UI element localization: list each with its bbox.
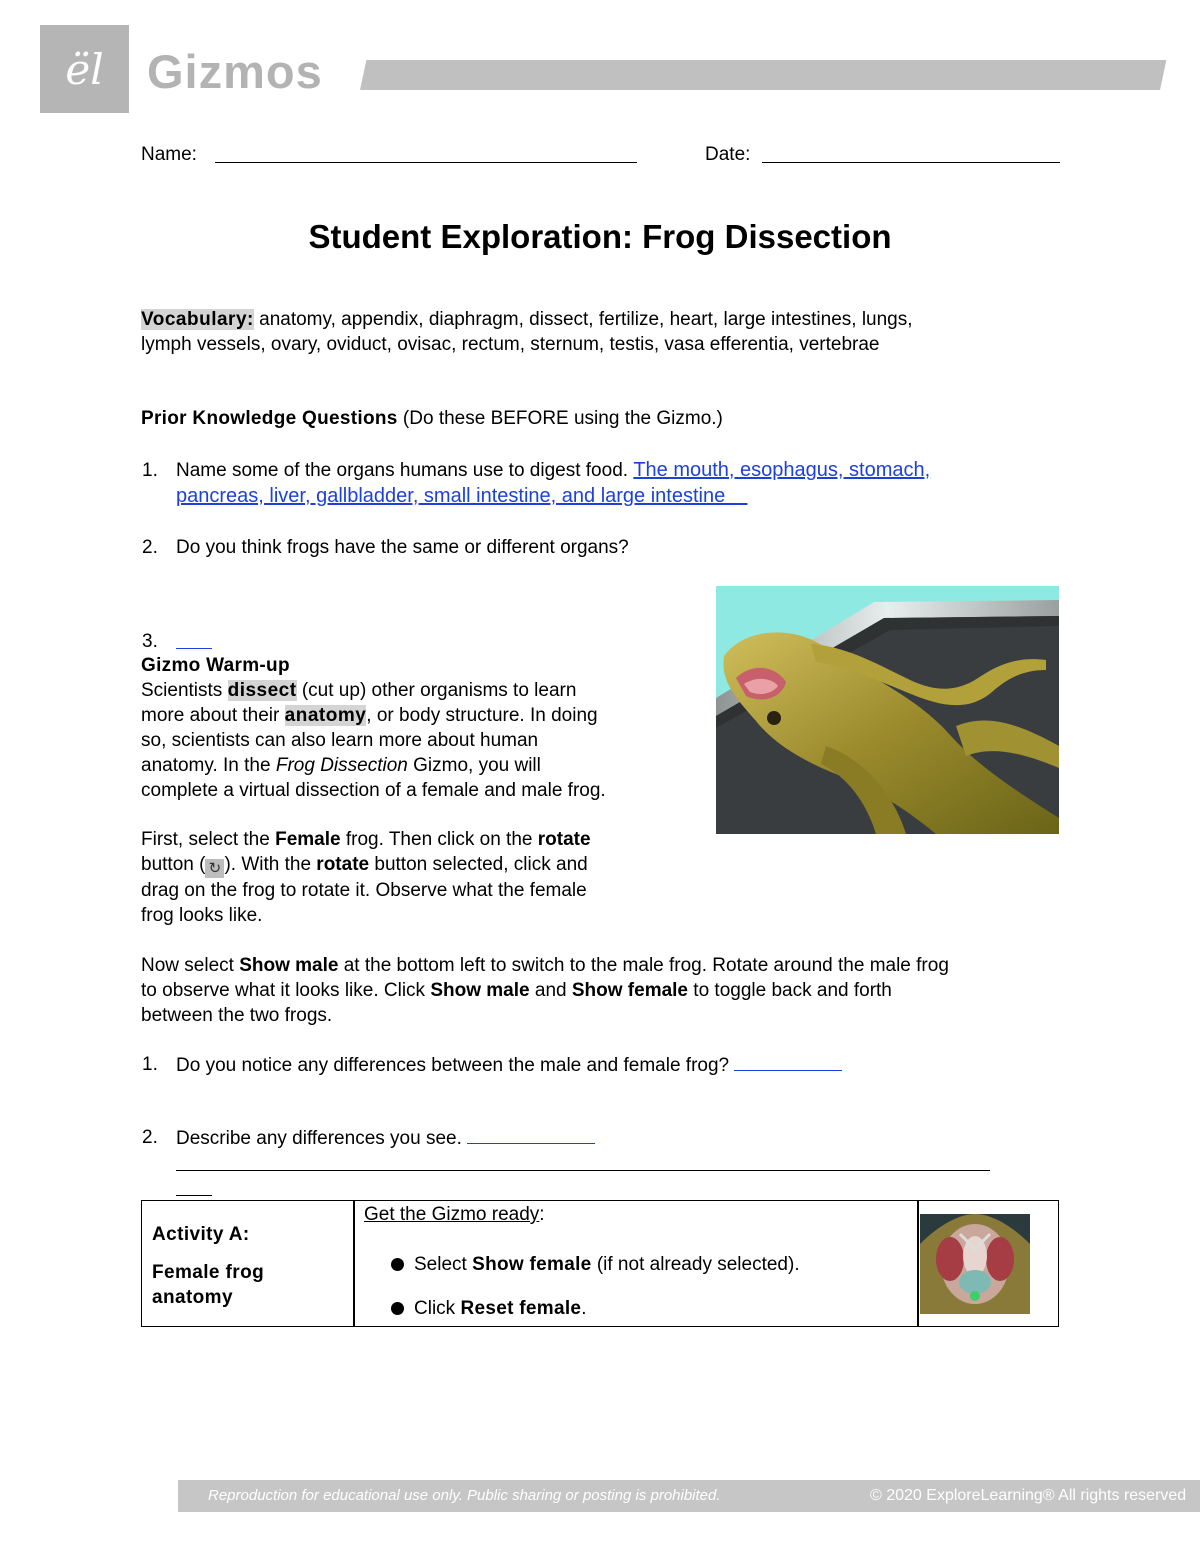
gizmo-ready-heading (364, 1202, 545, 1227)
warmup-text: Gizmo, you will (407, 755, 541, 776)
page-title: Student Exploration: Frog Dissection (308, 218, 892, 255)
warmup-text: so, scientists can also learn more about human (141, 730, 539, 751)
gizmo-ready-label: Get the Gizmo ready (364, 1204, 540, 1225)
answer-text[interactable]: The mouth, esophagus, stomach, (633, 459, 931, 481)
brand-name: Gizmos (147, 45, 323, 98)
warmup-text: to toggle back and forth (688, 980, 892, 1001)
bold-term: Show female (571, 980, 689, 1001)
activity-label (152, 1222, 264, 1310)
vocab-term-anatomy: anatomy (284, 705, 367, 726)
question-text: Do you notice any differences between the male and female frog? (176, 1055, 735, 1076)
warmup-text: button ( (141, 854, 206, 875)
frog-anatomy-thumbnail (920, 1214, 1030, 1314)
warmup-question-2 (176, 1125, 595, 1151)
table-divider (353, 1200, 355, 1327)
step-text: (if not already selected). (591, 1254, 800, 1275)
name-field[interactable] (215, 142, 637, 163)
vocab-term-dissect: dissect (227, 680, 297, 701)
warmup-text: (cut up) other organisms to learn (296, 680, 577, 701)
warmup-section (141, 653, 681, 928)
answer-text[interactable]: pancreas, liver, gallbladder, small intestine, and large intestine (176, 485, 748, 507)
warmup-text: frog. Then click on the (340, 829, 538, 850)
warmup-paragraph-3 (141, 953, 1081, 1028)
prior-question-2: Do you think frogs have the same or different organs? (176, 537, 629, 558)
frog-anatomy-illustration (920, 1214, 1030, 1314)
warmup-text: ). With the (224, 854, 317, 875)
gizmo-name: Frog Dissection (275, 755, 408, 776)
warmup-text: drag on the frog to rotate it. Observe what the female (141, 880, 587, 901)
header-stripe (360, 60, 1166, 90)
warmup-text: button selected, click and (369, 854, 588, 875)
setup-step-2 (391, 1296, 587, 1321)
prior-knowledge-title: Prior Knowledge Questions (141, 408, 398, 429)
activity-subtitle: anatomy (152, 1287, 233, 1308)
bold-term: Reset female (460, 1298, 582, 1319)
question-number: 2. (142, 1127, 158, 1148)
warmup-text: between the two frogs. (141, 1005, 333, 1026)
gizmo-ready-colon: : (539, 1204, 545, 1225)
question-text: Name some of the organs humans use to digest food. (176, 460, 634, 481)
bold-term: Female (275, 829, 341, 850)
prior-question-1 (176, 458, 930, 509)
answer-blank[interactable] (734, 1052, 842, 1071)
prior-knowledge-heading (141, 406, 723, 431)
date-label: Date: (705, 144, 751, 165)
frog-illustration (716, 586, 1059, 834)
warmup-text: to observe what it looks like. Click (141, 980, 431, 1001)
question-number: 3. (142, 631, 158, 652)
warmup-text: , or body structure. In doing (366, 705, 598, 726)
table-divider (917, 1200, 919, 1327)
prior-knowledge-note: (Do these BEFORE using the Gizmo.) (397, 408, 723, 429)
answer-line[interactable] (176, 1175, 212, 1196)
activity-subtitle: Female frog (152, 1262, 265, 1283)
answer-blank[interactable] (176, 628, 212, 649)
vocabulary-label: Vocabulary: (141, 309, 254, 330)
warmup-text: complete a virtual dissection of a female and male frog. (141, 780, 606, 801)
warmup-heading: Gizmo Warm-up (141, 655, 290, 676)
question-number: 1. (142, 1054, 158, 1075)
vocabulary-block (141, 307, 1101, 357)
step-text: Select (414, 1254, 473, 1275)
warmup-text: Scientists (141, 680, 228, 701)
warmup-text: frog looks like. (141, 905, 263, 926)
rotate-icon: ↻ (205, 859, 224, 878)
warmup-text: Now select (141, 955, 240, 976)
bold-term: Show male (430, 980, 530, 1001)
step-text: Click (414, 1298, 461, 1319)
bold-term: rotate (537, 829, 591, 850)
bold-term: Show male (239, 955, 339, 976)
warmup-question-1 (176, 1052, 842, 1078)
warmup-text: more about their (141, 705, 285, 726)
date-field[interactable] (762, 142, 1060, 163)
bullet-icon (391, 1302, 404, 1315)
warmup-text: and (529, 980, 572, 1001)
warmup-text: First, select the (141, 829, 276, 850)
footer-disclaimer: Reproduction for educational use only. Public sharing or posting is prohibited. (208, 1487, 721, 1504)
question-number: 1. (142, 460, 158, 481)
question-text: Describe any differences you see. (176, 1128, 468, 1149)
footer-copyright: © 2020 ExploreLearning® All rights reserved (870, 1487, 1187, 1504)
warmup-text: at the bottom left to switch to the male frog. Rotate around the male frog (338, 955, 949, 976)
step-text: . (581, 1298, 587, 1319)
warmup-text: anatomy. In the (141, 755, 276, 776)
bold-term: rotate (316, 854, 370, 875)
setup-step-1 (391, 1252, 800, 1277)
vocabulary-line-1: anatomy, appendix, diaphragm, dissect, fertilize, heart, large intestines, lungs, (253, 309, 913, 330)
answer-blank[interactable] (467, 1125, 595, 1144)
name-label: Name: (141, 144, 197, 165)
bold-term: Show female (472, 1254, 592, 1275)
vocabulary-line-2: lymph vessels, ovary, oviduct, ovisac, rectum, sternum, testis, vasa efferentia, vertebrae (141, 334, 880, 355)
explorelearning-logo-icon: ël (65, 44, 104, 94)
answer-line[interactable] (176, 1150, 990, 1171)
activity-title: Activity A: (152, 1224, 250, 1245)
question-number: 2. (142, 537, 158, 558)
frog-dissection-image (716, 586, 1059, 834)
bullet-icon (391, 1258, 404, 1271)
